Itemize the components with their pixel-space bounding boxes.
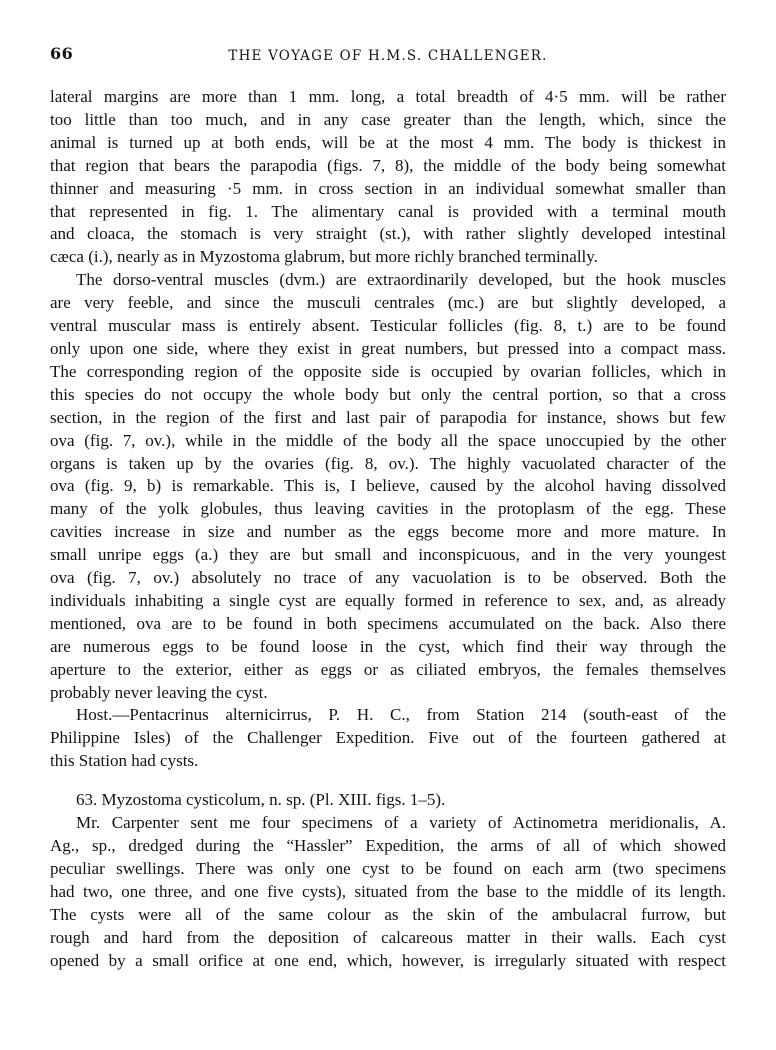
text-line: individuals inhabiting a single cyst are equally formed in reference to sex, and, as already bbox=[50, 590, 726, 610]
text-line: cavities increase in size and number as the eggs become more and more mature. In bbox=[50, 522, 726, 542]
text-line: rough and hard from the deposition of calcareous matter in their walls. Each cyst bbox=[50, 927, 726, 947]
page bbox=[50, 38, 726, 972]
text-line: mentioned, ova are to be found in both specimens accumulated on the back. Also there bbox=[50, 613, 726, 633]
text-line: are very feeble, and since the musculi centrales (mc.) are but slightly developed, a bbox=[50, 293, 726, 313]
text-line: small unripe eggs (a.) they are but small and inconspicuous, and in the very youngest bbox=[50, 545, 726, 565]
text-line: section, in the region of the first and last pair of parapodia for instance, shows but few bbox=[50, 407, 726, 427]
text-line: cæca (i.), nearly as in Myzostoma glabrum, but more richly branched terminally. bbox=[50, 247, 598, 267]
text-line: The corresponding region of the opposite side is occupied by ovarian follicles, which in bbox=[50, 361, 726, 381]
text-line: and cloaca, the stomach is very straight (st.), with rather slightly developed intestinal bbox=[50, 224, 726, 244]
running-header bbox=[50, 38, 726, 66]
text-line: this species do not occupy the whole body but only the central portion, so that a cross bbox=[50, 384, 726, 404]
text-line: are numerous eggs to be found loose in the cyst, which find their way through the bbox=[50, 636, 726, 656]
text-line: aperture to the exterior, either as eggs or as ciliated embryos, the females themselves bbox=[50, 659, 726, 679]
text-line: that represented in fig. 1. The alimentary canal is provided with a terminal mouth bbox=[50, 201, 726, 221]
text-line: The cysts were all of the same colour as the skin of the ambulacral furrow, but bbox=[50, 904, 726, 924]
text-line: animal is turned up at both ends, will be at the most 4 mm. The body is thickest in bbox=[50, 132, 726, 152]
section-heading: 63. Myzostoma cysticolum, n. sp. (Pl. XIII. figs. 1–5). bbox=[76, 790, 446, 810]
text-line: Mr. Carpenter sent me four specimens of a variety of Actinometra meridionalis, A. bbox=[76, 813, 726, 833]
text-line: many of the yolk globules, thus leaving cavities in the protoplasm of the egg. These bbox=[50, 499, 726, 519]
text-line: too little than too much, and in any case greater than the length, which, since the bbox=[50, 109, 726, 129]
text-line: ova (fig. 7, ov.), while in the middle of the body all the space unoccupied by the other bbox=[50, 430, 726, 450]
text-line: Host.—Pentacrinus alternicirrus, P. H. C., from Station 214 (south-east of the bbox=[76, 705, 726, 725]
body-text bbox=[50, 86, 726, 972]
text-line: ventral muscular mass is entirely absent. Testicular follicles (fig. 8, t.) are to be found bbox=[50, 316, 726, 336]
page-number: 66 bbox=[50, 44, 74, 63]
text-line: Ag., sp., dredged during the “Hassler” Expedition, the arms of all of which showed bbox=[50, 836, 726, 855]
text-line: probably never leaving the cyst. bbox=[50, 682, 268, 702]
text-line: ova (fig. 9, b) is remarkable. This is, I believe, caused by the alcohol having dissolved bbox=[50, 476, 726, 496]
text-line: that region that bears the parapodia (figs. 7, 8), the middle of the body being somewhat bbox=[50, 155, 726, 175]
text-line: Philippine Isles) of the Challenger Expedition. Five out of the fourteen gathered at bbox=[50, 728, 726, 748]
text-line: only upon one side, where they exist in great numbers, but pressed into a compact mass. bbox=[50, 338, 726, 358]
text-line: peculiar swellings. There was only one cyst to be found on each arm (two specimens bbox=[50, 858, 726, 878]
text-line: this Station had cysts. bbox=[50, 751, 199, 771]
section-gap bbox=[50, 773, 726, 789]
running-title: THE VOYAGE OF H.M.S. CHALLENGER. bbox=[228, 48, 548, 64]
text-line: opened by a small orifice at one end, which, however, is irregularly situated with respect bbox=[50, 950, 726, 970]
text-line: had two, one three, and one five cysts), situated from the base to the middle of its length. bbox=[50, 881, 726, 901]
text-line: organs is taken up by the ovaries (fig. 8, ov.). The highly vacuolated character of the bbox=[50, 453, 726, 473]
text-line: lateral margins are more than 1 mm. long, a total breadth of 4·5 mm. will be rather bbox=[50, 87, 726, 106]
text-line: ova (fig. 7, ov.) absolutely no trace of any vacuolation is to be observed. Both the bbox=[50, 568, 726, 588]
text-line: The dorso-ventral muscles (dvm.) are extraordinarily developed, but the hook muscles bbox=[76, 270, 726, 290]
text-line: thinner and measuring ·5 mm. in cross section in an individual somewhat smaller than bbox=[50, 178, 726, 198]
